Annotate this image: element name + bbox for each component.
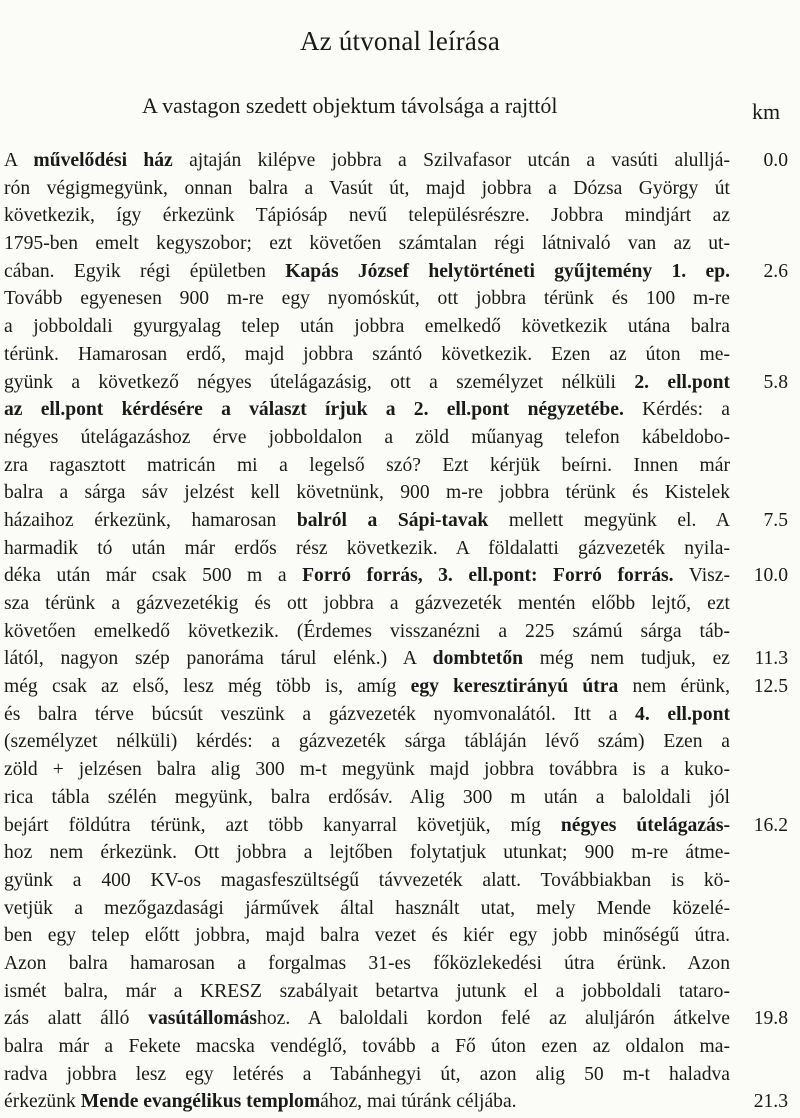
description-line [0, 202, 800, 230]
distance-unit-label: km [752, 99, 781, 124]
line-text [4, 867, 730, 895]
description-line [0, 147, 800, 175]
line-text [4, 341, 730, 369]
line-text [4, 424, 730, 452]
highlighted-object: vasútállomás [148, 1008, 258, 1030]
line-text [4, 784, 730, 812]
text-segment: következik, így érkezünk Tápiósáp nevű településrészre. Jobbra mindjárt az [4, 205, 730, 227]
text-segment: még nem tudjuk, ez [523, 648, 730, 670]
text-segment: hoz. A baloldali kordon felé az aluljárón átkelve [257, 1008, 730, 1030]
text-segment: mellett megyünk el. A [488, 509, 730, 531]
text-segment: és balra térve búcsút veszünk a gázvezeték nyomvonalától. Itt a [4, 703, 636, 725]
description-line [0, 1061, 800, 1089]
description-line [0, 396, 800, 424]
page-subtitle: A vastagon szedett objektum távolsága a rajttól [142, 93, 558, 118]
line-text [4, 978, 730, 1006]
distance-value: 5.8 [763, 371, 788, 393]
text-segment: ismét balra, már a KRESZ szabályait betartva jutunk el a jobboldali tataro- [4, 980, 730, 1002]
highlighted-object: dombtetőn [432, 648, 524, 670]
line-text [4, 369, 730, 397]
description-line [0, 1033, 800, 1061]
distance-value: 11.3 [754, 648, 788, 670]
description-line [0, 867, 800, 895]
line-text [4, 728, 730, 756]
line-text [4, 645, 730, 673]
distance-value: 19.8 [753, 1008, 788, 1030]
distance-value: 16.2 [753, 814, 788, 836]
description-line [0, 895, 800, 923]
line-text [4, 258, 730, 286]
text-segment: bejárt földútra térünk, azt több kanyarral követjük, míg [4, 814, 561, 836]
text-segment: házaihoz érkezünk, hamarosan [4, 509, 297, 531]
description-line [0, 978, 800, 1006]
line-text [4, 285, 730, 313]
highlighted-object: az ell.pont kérdésére a választ írjuk a 2. ell.pont négyzetébe. [4, 399, 624, 421]
line-text [4, 535, 730, 563]
text-segment: vetjük a mezőgazdasági járművek által használt utat, mely Mende közelé- [4, 897, 730, 919]
description-line [0, 673, 800, 701]
text-segment: harmadik tó után már erdős rész következik. A földalatti gázvezeték nyila- [4, 537, 730, 559]
text-segment: gyünk a 400 KV-os magasfeszültségű távvezeték alatt. Továbbiakban is kö- [4, 869, 730, 891]
line-text [4, 590, 730, 618]
text-segment: követően emelkedő következik. (Érdemes visszanézni a 225 számú sárga táb- [4, 620, 730, 642]
description-line [0, 562, 800, 590]
highlighted-object: egy keresztirányú útra [410, 676, 619, 698]
page-title: Az útvonal leírása [299, 26, 501, 56]
highlighted-object: négyes útelágazás- [560, 814, 730, 836]
text-segment: balra már a Fekete macska vendéglő, tovább a Fő úton ezen az oldalon ma- [4, 1036, 730, 1057]
text-segment: ben egy telep előtt jobbra, majd balra vezet és kiér egy jobb minőségű útra. [4, 925, 730, 947]
text-segment: zás alatt álló [4, 1008, 149, 1030]
description-line [0, 590, 800, 618]
distance-value: 12.5 [753, 676, 788, 698]
text-segment: 1795-ben emelt kegyszobor; ezt követően számtalan régi látnivaló van az ut- [4, 233, 730, 255]
text-segment: rón végigmegyünk, onnan balra a Vasút út, majd jobbra a Dózsa György út [4, 177, 730, 199]
description-line [0, 230, 800, 258]
description-line [0, 756, 800, 784]
description-line [0, 452, 800, 480]
description-line [0, 950, 800, 978]
line-text [4, 895, 730, 923]
description-line [0, 839, 800, 867]
text-segment: radva jobbra lesz egy letérés a Tabánhegyi út, azon alig 50 m-t haladva [4, 1063, 730, 1085]
description-line [0, 645, 800, 673]
highlighted-object: Kapás József helytörténeti gyűjtemény 1. ep. [285, 260, 730, 282]
text-segment: cában. Egyik régi épületben [4, 260, 286, 282]
text-segment: balra a sárga sáv jelzést kell követnünk, 900 m-re jobbra térünk és Kistelek [4, 482, 730, 504]
distance-value: 0.0 [763, 150, 788, 171]
line-text [4, 1033, 730, 1061]
text-segment: Visz- [673, 565, 730, 587]
line-text [4, 1061, 730, 1089]
distance-value: 21.3 [753, 1091, 788, 1113]
text-segment: négyes útelágazáshoz érve jobboldalon a zöld műanyag telefon kábeldobo- [4, 426, 730, 448]
text-segment: Kérdés: a [623, 399, 730, 421]
description-line [0, 258, 800, 286]
line-text [4, 202, 730, 230]
text-segment: sza térünk a gázvezetékig és ott jobbra a gázvezeték mentén előbb lejtő, ezt [4, 593, 730, 614]
description-line [0, 701, 800, 729]
line-text [4, 452, 730, 480]
highlighted-object: 4. ell.pont [635, 703, 730, 725]
description-line [0, 1088, 800, 1116]
description-line [0, 535, 800, 563]
text-segment: érkezünk [4, 1091, 81, 1113]
description-line [0, 424, 800, 452]
text-segment: zöld + jelzésen balra alig 300 m-t megyünk majd jobbra továbbra is a kuko- [4, 759, 730, 781]
text-segment: Azon balra hamarosan a forgalmas 31-es főközlekedési útra érünk. Azon [4, 952, 730, 974]
line-text [4, 313, 730, 341]
line-text [4, 701, 730, 729]
description-line [0, 313, 800, 341]
distance-value: 7.5 [763, 509, 788, 531]
line-text [4, 1088, 730, 1116]
line-text [4, 479, 730, 507]
highlighted-object: 2. ell.pont [634, 371, 730, 393]
description-line [0, 175, 800, 203]
line-text [4, 507, 730, 535]
text-segment: gyünk a következő négyes útelágazásig, ott a személyzet nélküli [4, 371, 635, 393]
distance-value: 10.0 [753, 565, 788, 587]
line-text [4, 1005, 730, 1033]
description-line [0, 479, 800, 507]
description-line [0, 369, 800, 397]
highlighted-object: művelődési ház [33, 150, 173, 171]
text-segment: lától, nagyon szép panoráma tárul elénk.) A [4, 648, 433, 670]
description-line [0, 341, 800, 369]
text-segment: rica tábla szélén megyünk, balra erdősáv. Alig 300 m után a baloldali jól [4, 786, 730, 808]
description-line [0, 618, 800, 646]
text-segment: déka után már csak 500 m a [4, 565, 303, 587]
line-text [4, 618, 730, 646]
text-segment: ához, mai túránk céljába. [320, 1091, 517, 1113]
description-line [0, 922, 800, 950]
text-segment: (személyzet nélküli) kérdés: a gázvezeték sárga tábláján lévő szám) Ezen a [4, 731, 730, 753]
line-text [4, 230, 730, 258]
line-text [4, 562, 730, 590]
line-text [4, 175, 730, 203]
line-text [4, 396, 730, 424]
line-text [4, 950, 730, 978]
line-text [4, 812, 730, 840]
text-segment: zra ragasztott matricán mi a legelső szó? Ezt kérjük beírni. Innen már [4, 454, 730, 476]
text-segment: a jobboldali gyurgyalag telep után jobbra emelkedő következik utána balra [4, 316, 730, 338]
description-line [0, 507, 800, 535]
text-segment: ajtaján kilépve jobbra a Szilvafasor utcán a vasúti alulljá- [172, 150, 730, 171]
description-line [0, 812, 800, 840]
line-text [4, 922, 730, 950]
line-text [4, 756, 730, 784]
text-segment: A [4, 150, 34, 171]
highlighted-object: balról a Sápi-tavak [296, 509, 489, 531]
text-segment: hoz nem érkezünk. Ott jobbra a lejtőben folytatjuk utunkat; 900 m-re átme- [4, 842, 730, 864]
route-description [0, 147, 800, 1116]
highlighted-object: Mende evangélikus templom [80, 1091, 321, 1113]
text-segment: Tovább egyenesen 900 m-re egy nyomóskút, ott jobbra térünk és 100 m-re [4, 288, 730, 310]
text-segment: térünk. Hamarosan erdő, majd jobbra szántó következik. Ezen az úton me- [4, 343, 730, 365]
text-segment: még csak az első, lesz még több is, amíg [4, 676, 411, 698]
highlighted-object: Forró forrás, 3. ell.pont: Forró forrás. [302, 565, 674, 587]
line-text [4, 673, 730, 701]
distance-value: 2.6 [763, 260, 788, 282]
description-line [0, 285, 800, 313]
line-text [4, 147, 730, 175]
description-line [0, 728, 800, 756]
line-text [4, 839, 730, 867]
text-segment: nem érünk, [618, 676, 730, 698]
description-line [0, 784, 800, 812]
description-line [0, 1005, 800, 1033]
